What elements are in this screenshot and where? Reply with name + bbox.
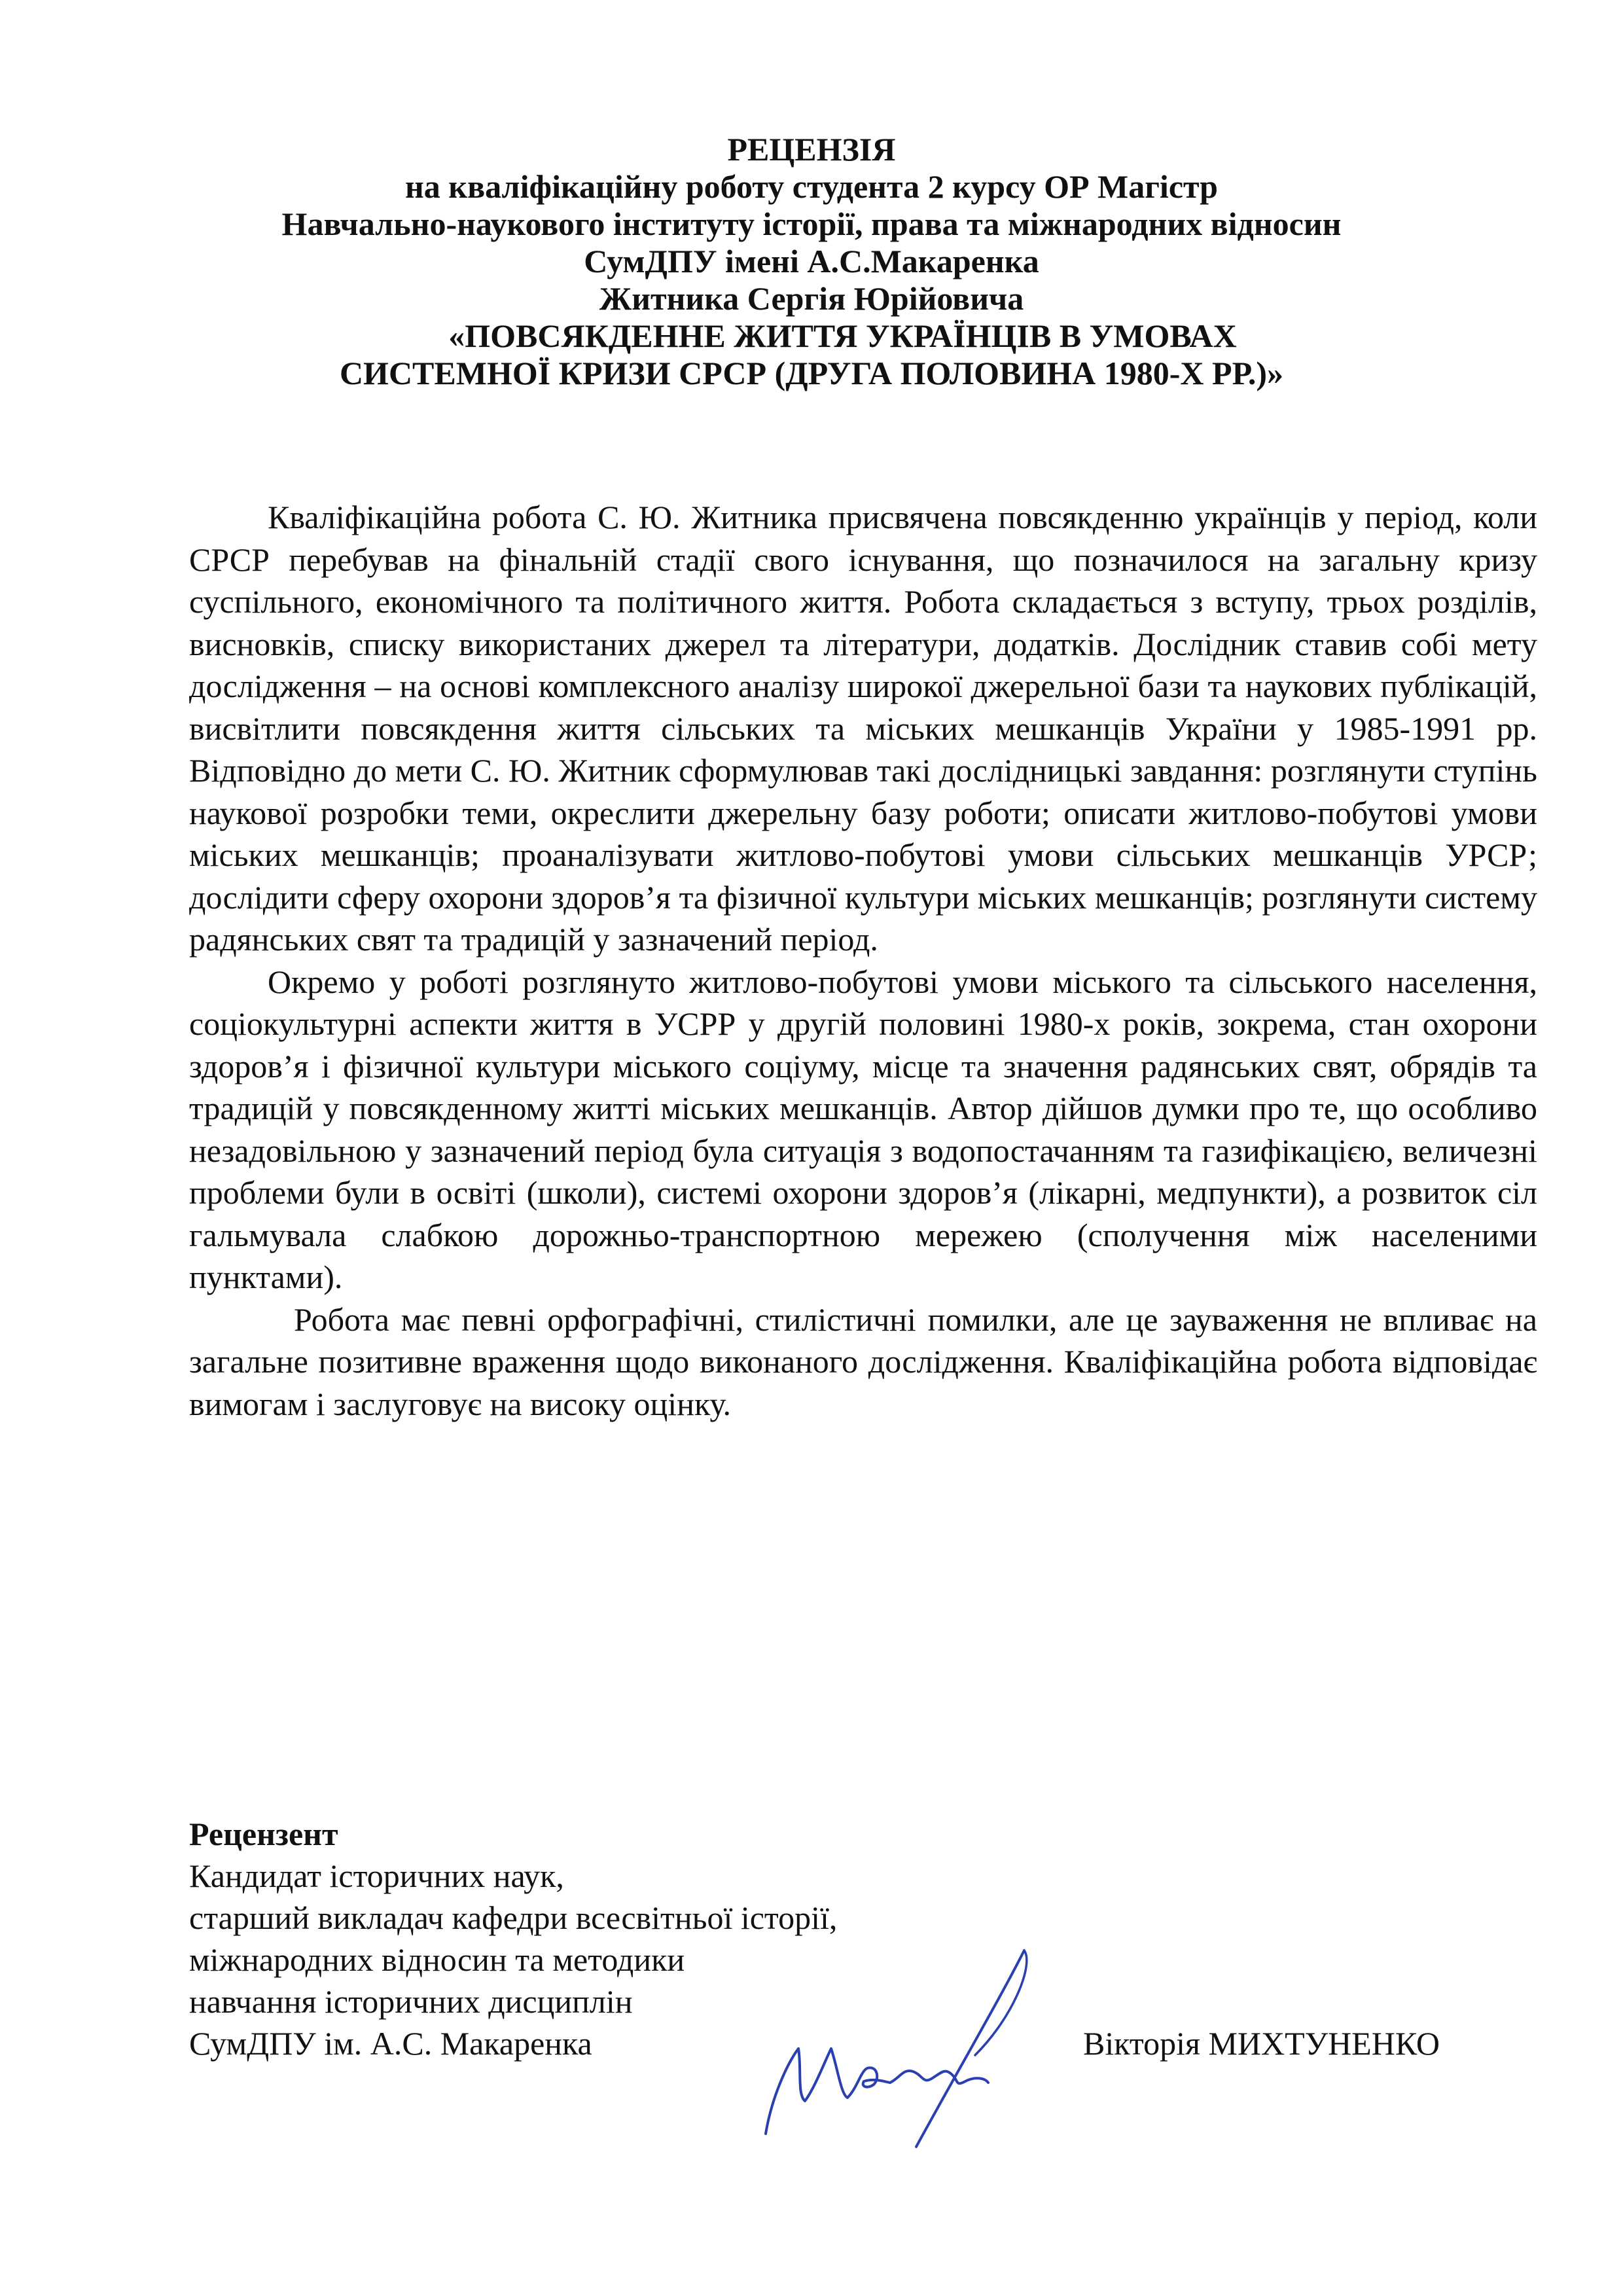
paragraph-2: Окремо у роботі розглянуто житлово-побутові умови міського та сільського населення, соціокультурні аспекти життя в УСРР у другій половині 1980-х років, зокрема, стан охорони здоров’я і фізичної культури міського соціуму, місце та значення радянських свят, обрядів та традицій у повсякденному житті міських мешканців. Автор дійшов думки про те, що особливо незадовільною у зазначений період була ситуація з водопостачанням та газифікацією, величезні проблеми були в освіті (школи), системі охорони здоров’я (лікарні, медпункти), а розвиток сіл гальмувала слабкою дорожньо-транспортною мережею (сполучення між населеними пунктами). [189, 963, 1537, 1295]
subtitle-line-1: на кваліфікаційну роботу студента 2 курсу ОР Магістр [405, 168, 1218, 205]
handwritten-signature [726, 1937, 1041, 2153]
doc-title: РЕЦЕНЗІЯ [727, 131, 896, 168]
paragraph-1: Кваліфікаційна робота С. Ю. Житника присвячена повсякденню українців у період, коли СРСР перебував на фінальній стадії свого існування, що позначилося на загальну кризу суспільного, економічного та політичного життя. Робота складається з вступу, трьох розділів, висновків, списку використаних джерел та літератури, додатків. Дослідник ставив собі мету дослідження – на основі комплексного аналізу широкої джерельної бази та наукових публікацій, висвітлити повсякдення життя сільських та міських мешканців України у 1985-1991 рр. Відповідно до мети С. Ю. Житник сформулював такі дослідницькі завдання: розглянути ступінь наукової розробки теми, окреслити джерельну базу роботи; описати житлово-побутові умови міських мешканців; проаналізувати житлово-побутові умови сільських мешканців УРСР; дослідити сферу охорони здоров’я та фізичної культури міських мешканців; розглянути систему радянських свят та традицій у зазначений період. [189, 499, 1537, 958]
paragraph-3: Робота має певні орфографічні, стилістичні помилки, але це зауваження не впливає на загальне позитивне враження щодо виконаного дослідження. Кваліфікаційна робота відповідає вимогам і заслуговує на високу оцінку. [189, 1300, 1537, 1422]
student-name: Житника Сергія Юрійовича [599, 280, 1024, 317]
document-header [131, 131, 1492, 392]
subtitle-line-2: Навчально-наукового інституту історії, права та міжнародних відносин [281, 206, 1342, 242]
review-body [189, 496, 1537, 1425]
thesis-title-line-1: «ПОВСЯКДЕННЕ ЖИТТЯ УКРАЇНЦІВ В УМОВАХ [448, 317, 1237, 354]
subtitle-line-3: СумДПУ імені А.С.Макаренка [584, 243, 1039, 279]
reviewer-position-2: міжнародних відносин та методики [189, 1941, 685, 1978]
reviewer-institution: СумДПУ ім. А.С. Макаренка [189, 2025, 592, 2062]
reviewer-degree: Кандидат історичних наук, [189, 1857, 564, 1894]
reviewer-name: Вікторія МИХТУНЕНКО [1083, 2025, 1440, 2062]
reviewer-heading: Рецензент [189, 1816, 338, 1852]
reviewer-position-1: старший викладач кафедри всесвітньої історії, [189, 1899, 838, 1936]
thesis-title-line-2: СИСТЕМНОЇ КРИЗИ СРСР (ДРУГА ПОЛОВИНА 1980-Х РР.)» [339, 355, 1284, 391]
reviewer-position-3: навчання історичних дисциплін [189, 1983, 633, 2020]
